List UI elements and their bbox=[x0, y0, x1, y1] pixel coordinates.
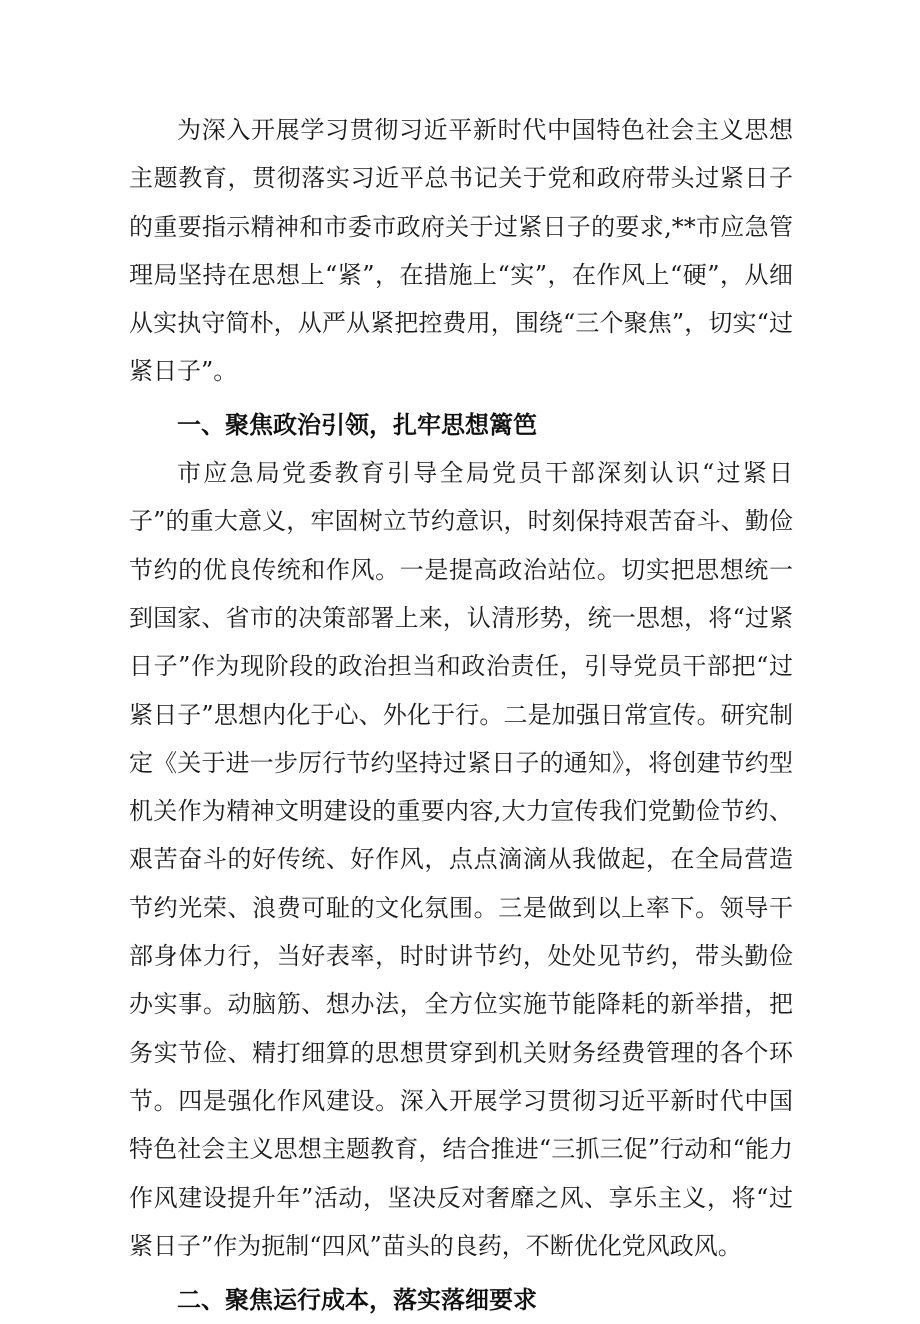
document-body bbox=[129, 106, 793, 1324]
intro-paragraph: 为深入开展学习贯彻习近平新时代中国特色社会主义思想主题教育，贯彻落实习近平总书记关于党和政府带头过紧日子的重要指示精神和市委市政府关于过紧日子的要求,**市应急管理局坚持在思想上“紧”，在措施上“实”，在作风上“硬”，从细从实执守简朴，从严从紧把控费用，围绕“三个聚焦”，切实“过紧日子”。 bbox=[129, 116, 793, 386]
section-1-paragraph: 市应急局党委教育引导全局党员干部深刻认识“过紧日子”的重大意义，牢固树立节约意识，时刻保持艰苦奋斗、勤俭节约的优良传统和作风。一是提高政治站位。切实把思想统一到国家、省市的决策部署上来，认清形势，统一思想，将“过紧日子”作为现阶段的政治担当和政治责任，引导党员干部把“过紧日子”思想内化于心、外化于行。二是加强日常宣传。研究制定《关于进一步厉行节约坚持过紧日子的通知》，将创建节约型机关作为精神文明建设的重要内容,大力宣传我们党勤俭节约、艰苦奋斗的好传统、好作风，点点滴滴从我做起，在全局营造节约光荣、浪费可耻的文化氛围。三是做到以上率下。领导干部身体力行，当好表率，时时讲节约，处处见节约，带头勤俭办实事。动脑筋、想办法，全方位实施节能降耗的新举措，把务实节俭、精打细算的思想贯穿到机关财务经费管理的各个环节。四是强化作风建设。深入开展学习贯彻习近平新时代中国特色社会主义思想主题教育，结合推进“三抓三促”行动和“能力作风建设提升年”活动，坚决反对奢靡之风、享乐主义，将“过紧日子”作为扼制“四风”苗头的良药，不断优化党风政风。 bbox=[129, 459, 793, 1260]
section-1-heading: 一、聚焦政治引领，扎牢思想篱笆 bbox=[177, 410, 537, 439]
section-2-heading: 二、聚焦运行成本，落实落细要求 bbox=[177, 1286, 537, 1315]
